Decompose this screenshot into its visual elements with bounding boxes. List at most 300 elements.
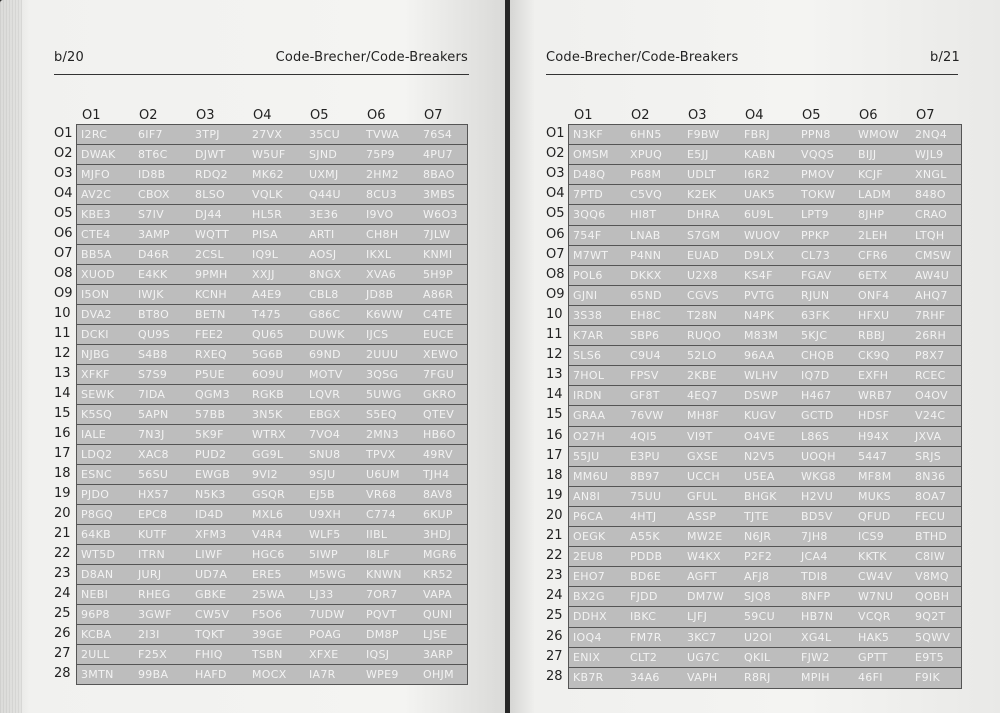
code-cell: 4PU7: [423, 148, 453, 161]
code-cell: 3KC7: [687, 630, 717, 644]
code-cell: CFR6: [858, 248, 888, 262]
code-cell: XFM3: [195, 528, 227, 541]
row-number: 17: [54, 446, 71, 461]
code-cell: TOKW: [801, 188, 836, 202]
header-rule: [546, 74, 958, 75]
code-cell: DCKI: [81, 328, 109, 341]
code-cell: CH8H: [366, 228, 399, 241]
code-cell: 2NQ4: [915, 128, 948, 141]
code-cell: IOQ4: [573, 630, 602, 644]
code-cell: I6R2: [744, 168, 771, 182]
code-cell: HGC6: [252, 548, 285, 561]
row-number: 19: [546, 487, 563, 503]
code-cell: DSWP: [744, 389, 779, 403]
row-number: 27: [54, 646, 71, 661]
code-cell: O27H: [573, 429, 606, 443]
code-cell: IALE: [81, 428, 107, 441]
row-number: 17: [546, 447, 563, 463]
code-cell: AW4U: [915, 268, 950, 282]
code-cell: 75UU: [630, 489, 662, 503]
code-cell: EBGX: [309, 408, 341, 421]
code-cell: 2CSL: [195, 248, 224, 261]
code-cell: 2I3I: [138, 628, 160, 641]
code-cell: LJFJ: [687, 610, 708, 624]
code-cell: UOQH: [801, 449, 836, 463]
page-edge: [0, 0, 22, 713]
code-cell: E3PU: [630, 449, 660, 463]
code-cell: KCNH: [195, 288, 227, 301]
code-cell: ICS9: [858, 530, 885, 543]
code-cell: SJND: [309, 148, 338, 161]
code-cell: 5H9P: [423, 268, 454, 281]
row-number: 25: [54, 606, 71, 621]
code-cell: F5O6: [252, 608, 283, 621]
code-cell: WQTT: [195, 228, 229, 241]
code-cell: KNWN: [366, 568, 402, 581]
row-number: O7: [546, 246, 565, 262]
row-number: O1: [54, 126, 73, 141]
row-number: 28: [54, 666, 71, 681]
code-cell: H467: [801, 389, 832, 403]
code-cell: XXJJ: [252, 268, 275, 281]
code-cell: IIBL: [366, 528, 388, 541]
row-number: 22: [546, 548, 563, 564]
code-cell: TJTE: [744, 509, 769, 523]
code-cell: GBKE: [195, 588, 227, 601]
code-cell: 7PTD: [573, 188, 604, 202]
row-number: O5: [546, 206, 565, 222]
code-cell: MOTV: [309, 368, 343, 381]
code-cell: FPSV: [630, 369, 659, 383]
row-number: O3: [546, 166, 565, 182]
code-cell: EJ5B: [309, 488, 335, 501]
code-cell: KS4F: [744, 268, 773, 282]
code-table: [76, 124, 468, 685]
code-cell: 99BA: [138, 668, 169, 681]
code-cell: VQLK: [252, 188, 283, 201]
code-cell: WJL9: [915, 148, 944, 162]
code-cell: JD8B: [366, 288, 394, 301]
code-cell: D48Q: [573, 168, 606, 182]
code-cell: AOSJ: [309, 248, 337, 261]
code-cell: DJ44: [195, 208, 222, 221]
code-cell: 8AV8: [423, 488, 453, 501]
code-cell: POL6: [573, 268, 603, 282]
code-cell: I2RC: [81, 128, 108, 141]
code-cell: U2OI: [744, 630, 773, 644]
code-cell: RJUN: [801, 288, 830, 302]
code-cell: LPT9: [801, 208, 829, 222]
row-number: O8: [546, 266, 565, 282]
code-cell: 7OR7: [366, 588, 398, 601]
code-cell: EUCE: [423, 328, 454, 341]
code-cell: 2ULL: [81, 648, 110, 661]
row-number: O9: [54, 286, 73, 301]
code-cell: 4HTJ: [630, 509, 657, 523]
code-cell: G86C: [309, 308, 341, 321]
code-cell: HL5R: [252, 208, 283, 221]
code-cell: GKRO: [423, 388, 457, 401]
row-number: 19: [54, 486, 71, 501]
code-cell: FGAV: [801, 268, 832, 282]
code-cell: BHGK: [744, 489, 777, 503]
code-cell: TQKT: [195, 628, 225, 641]
code-cell: N2V5: [744, 449, 775, 463]
code-cell: XFXE: [309, 648, 339, 661]
code-cell: HFXU: [858, 308, 890, 322]
code-cell: 35CU: [309, 128, 340, 141]
code-cell: 25WA: [252, 588, 285, 601]
code-cell: GPTT: [858, 650, 888, 664]
code-cell: TPVX: [366, 448, 396, 461]
code-cell: 6U9L: [744, 208, 774, 222]
code-cell: CW5V: [195, 608, 230, 621]
code-cell: OEGK: [573, 530, 606, 543]
code-cell: F9BW: [687, 128, 720, 141]
code-cell: K5SQ: [81, 408, 113, 421]
code-cell: GFUL: [687, 489, 718, 503]
code-cell: RXEQ: [195, 348, 227, 361]
code-cell: XVA6: [366, 268, 397, 281]
code-cell: LJ33: [309, 588, 334, 601]
code-cell: RDQ2: [195, 168, 228, 181]
code-cell: 5QWV: [915, 630, 951, 644]
code-cell: WRB7: [858, 389, 893, 403]
code-cell: IWJK: [138, 288, 164, 301]
code-cell: XFKF: [81, 368, 110, 381]
code-cell: 7VO4: [309, 428, 341, 441]
code-cell: 76VW: [630, 409, 664, 423]
code-cell: RGKB: [252, 388, 285, 401]
page-title: Code-Brecher/Code-Breakers: [546, 50, 739, 65]
code-cell: RBBJ: [858, 329, 886, 342]
code-cell: MF8M: [858, 469, 892, 483]
column-header: O5: [802, 108, 821, 123]
row-number: O3: [54, 166, 73, 181]
code-cell: QU65: [252, 328, 284, 341]
row-number: 24: [54, 586, 71, 601]
code-cell: 7FGU: [423, 368, 455, 381]
code-cell: 5APN: [138, 408, 169, 421]
code-cell: XPUQ: [630, 148, 663, 162]
code-cell: HB7N: [801, 610, 834, 624]
row-number: 20: [54, 506, 71, 521]
code-cell: CBL8: [309, 288, 339, 301]
code-cell: 8BAO: [423, 168, 455, 181]
code-cell: 3QSG: [366, 368, 399, 381]
code-cell: P68M: [630, 168, 662, 182]
code-cell: GRAA: [573, 409, 606, 423]
code-cell: R8RJ: [744, 670, 771, 684]
code-cell: PPKP: [801, 228, 830, 242]
code-cell: HB6O: [423, 428, 456, 441]
code-cell: TDI8: [801, 570, 828, 584]
code-cell: M7WT: [573, 248, 609, 262]
row-number: 23: [54, 566, 71, 581]
code-cell: WUOV: [744, 228, 781, 242]
code-cell: 59CU: [744, 610, 775, 624]
code-cell: NJBG: [81, 348, 110, 361]
code-cell: POAG: [309, 628, 342, 641]
code-cell: FM7R: [630, 630, 662, 644]
code-cell: LNAB: [630, 228, 661, 242]
column-header: O2: [139, 108, 158, 123]
page-number: b/21: [930, 50, 960, 65]
code-cell: AHQ7: [915, 288, 948, 302]
code-cell: KKTK: [858, 550, 887, 564]
row-number: O4: [546, 186, 565, 202]
code-cell: QU9S: [138, 328, 170, 341]
code-cell: U6UM: [366, 468, 400, 481]
code-cell: 848O: [915, 188, 946, 202]
code-cell: U5EA: [744, 469, 775, 483]
code-cell: PJDO: [81, 488, 110, 501]
code-cell: VQQS: [801, 148, 835, 162]
code-cell: WMOW: [858, 128, 900, 141]
code-cell: E4KK: [138, 268, 168, 281]
code-cell: DHRA: [687, 208, 720, 222]
code-cell: 6HN5: [630, 128, 662, 141]
code-cell: 3HDJ: [423, 528, 452, 541]
code-cell: 64KB: [81, 528, 111, 541]
code-cell: KBE3: [81, 208, 111, 221]
code-cell: KR52: [423, 568, 454, 581]
code-cell: 6IF7: [138, 128, 163, 141]
code-cell: P4NN: [630, 248, 662, 262]
code-cell: 8NGX: [309, 268, 342, 281]
code-cell: VAPA: [423, 588, 453, 601]
code-cell: Q44U: [309, 188, 341, 201]
row-number: O9: [546, 286, 565, 302]
code-cell: WTRX: [252, 428, 286, 441]
code-cell: 9PMH: [195, 268, 228, 281]
code-cell: 39GE: [252, 628, 283, 641]
code-cell: C5VQ: [630, 188, 663, 202]
page-number: b/20: [54, 50, 84, 65]
code-cell: 3MBS: [423, 188, 456, 201]
code-cell: 8JHP: [858, 208, 885, 222]
code-cell: HX57: [138, 488, 170, 501]
code-cell: MJFO: [81, 168, 110, 181]
code-cell: CLT2: [630, 650, 658, 664]
code-cell: 5KJC: [801, 329, 828, 342]
code-cell: QGM3: [195, 388, 230, 401]
code-cell: P8GQ: [81, 508, 114, 521]
code-cell: SBP6: [630, 329, 660, 342]
code-cell: ASSP: [687, 509, 717, 523]
code-cell: 2EU8: [573, 550, 604, 564]
code-cell: UXMJ: [309, 168, 339, 181]
code-cell: OMSM: [573, 148, 609, 162]
code-cell: MPIH: [801, 670, 830, 684]
code-cell: HI8T: [630, 208, 657, 222]
code-cell: VI9T: [687, 429, 713, 443]
code-cell: S7S9: [138, 368, 168, 381]
code-cell: ID8B: [138, 168, 166, 181]
code-cell: TVWA: [366, 128, 400, 141]
code-cell: CGVS: [687, 288, 719, 302]
code-cell: JCA4: [801, 550, 828, 564]
code-cell: 7HOL: [573, 369, 605, 383]
code-cell: D8AN: [81, 568, 114, 581]
code-cell: BETN: [195, 308, 226, 321]
code-table: [568, 124, 962, 689]
code-cell: 75P9: [366, 148, 395, 161]
code-cell: 69ND: [309, 348, 341, 361]
code-cell: 2KBE: [687, 369, 717, 383]
code-cell: C4TE: [423, 308, 453, 321]
code-cell: MXL6: [252, 508, 284, 521]
code-cell: 8T6C: [138, 148, 168, 161]
code-cell: XG4L: [801, 630, 832, 644]
code-cell: GG9L: [252, 448, 284, 461]
row-number: 10: [546, 306, 563, 322]
column-header: O5: [310, 108, 329, 123]
code-cell: KB7R: [573, 670, 604, 684]
code-cell: P6CA: [573, 509, 604, 523]
row-number: 18: [546, 467, 563, 483]
code-cell: N3KF: [573, 128, 603, 141]
row-number: 12: [54, 346, 71, 361]
code-cell: UD7A: [195, 568, 228, 581]
code-cell: DM8P: [366, 628, 399, 641]
code-cell: BTHD: [915, 530, 948, 543]
code-cell: MOCX: [252, 668, 287, 681]
code-cell: 4EQ7: [687, 389, 718, 403]
row-number: 11: [546, 327, 563, 342]
code-cell: FEE2: [195, 328, 224, 341]
row-number: 10: [54, 306, 71, 321]
code-cell: FJDD: [630, 590, 658, 604]
code-cell: CRAO: [915, 208, 948, 222]
code-cell: O4OV: [915, 389, 948, 403]
code-cell: SJQ8: [744, 590, 772, 604]
code-cell: P5UE: [195, 368, 225, 381]
code-cell: 6ETX: [858, 268, 888, 282]
row-number: 16: [546, 427, 563, 443]
column-header: O3: [688, 108, 707, 123]
code-cell: UAK5: [744, 188, 775, 202]
code-cell: GCTD: [801, 409, 834, 423]
row-number: 23: [546, 568, 563, 584]
code-cell: 8N36: [915, 469, 946, 483]
code-cell: ID4D: [195, 508, 224, 521]
row-number: O6: [54, 226, 73, 241]
code-cell: O4VE: [744, 429, 776, 443]
code-cell: 26RH: [915, 329, 947, 342]
code-cell: 3AMP: [138, 228, 170, 241]
code-cell: UDLT: [687, 168, 717, 182]
code-cell: FBRJ: [744, 128, 770, 141]
code-cell: GJNI: [573, 288, 598, 302]
row-number: 11: [54, 326, 71, 341]
code-cell: IRDN: [573, 389, 602, 403]
code-cell: WLHV: [744, 369, 779, 383]
code-cell: ONF4: [858, 288, 890, 302]
code-cell: MH8F: [687, 409, 720, 423]
row-number: 22: [54, 546, 71, 561]
code-cell: AV2C: [81, 188, 112, 201]
code-cell: 65ND: [630, 288, 662, 302]
code-cell: C774: [366, 508, 396, 521]
code-cell: 3TPJ: [195, 128, 220, 141]
code-cell: 7JH8: [801, 530, 828, 543]
code-cell: I9VO: [366, 208, 394, 221]
code-cell: ITRN: [138, 548, 166, 561]
code-cell: S4B8: [138, 348, 168, 361]
code-cell: 5K9F: [195, 428, 224, 441]
code-cell: ARTI: [309, 228, 335, 241]
code-cell: V24C: [915, 409, 946, 423]
code-cell: N4PK: [744, 308, 775, 322]
code-cell: I8LF: [366, 548, 390, 561]
code-cell: BB5A: [81, 248, 112, 261]
code-cell: WPE9: [366, 668, 399, 681]
code-cell: PISA: [252, 228, 278, 241]
code-cell: DM7W: [687, 590, 725, 604]
code-cell: 96AA: [744, 349, 775, 363]
header-rule: [54, 74, 469, 75]
code-cell: K7AR: [573, 329, 604, 342]
row-number: 13: [54, 366, 71, 381]
code-cell: KUTF: [138, 528, 168, 541]
code-cell: D9LX: [744, 248, 775, 262]
code-cell: N6JR: [744, 530, 772, 543]
code-cell: QUNI: [423, 608, 453, 621]
code-cell: TSBN: [252, 648, 283, 661]
code-cell: F25X: [138, 648, 168, 661]
code-cell: P2F2: [744, 550, 773, 564]
column-header: O1: [82, 108, 101, 123]
code-cell: 7RHF: [915, 308, 946, 322]
code-cell: CTE4: [81, 228, 111, 241]
code-cell: 3MTN: [81, 668, 114, 681]
code-cell: 76S4: [423, 128, 453, 141]
code-cell: 57BB: [195, 408, 226, 421]
code-cell: XEWO: [423, 348, 459, 361]
code-cell: 8B97: [630, 469, 660, 483]
row-number: 18: [54, 466, 71, 481]
code-cell: T28N: [687, 308, 718, 322]
code-cell: 5G6B: [252, 348, 284, 361]
code-cell: RCEC: [915, 369, 946, 383]
row-number: O1: [546, 126, 565, 141]
code-cell: RUQO: [687, 329, 722, 342]
code-cell: IQ7D: [801, 369, 830, 383]
code-cell: ENIX: [573, 650, 601, 664]
code-cell: T475: [252, 308, 281, 321]
code-cell: F9IK: [915, 670, 940, 684]
code-cell: 2LEH: [858, 228, 888, 242]
code-cell: WLF5: [309, 528, 341, 541]
row-number: 20: [546, 507, 563, 523]
column-header: O6: [367, 108, 386, 123]
code-cell: LTQH: [915, 228, 945, 242]
code-cell: CBOX: [138, 188, 170, 201]
code-cell: SRJS: [915, 449, 942, 463]
code-cell: 3QQ6: [573, 208, 606, 222]
code-cell: 63FK: [801, 308, 830, 322]
code-cell: SLS6: [573, 349, 602, 363]
code-cell: HDSF: [858, 409, 890, 423]
code-cell: 7N3J: [138, 428, 165, 441]
code-cell: P8X7: [915, 349, 945, 363]
code-cell: 5IWP: [309, 548, 338, 561]
code-cell: H94X: [858, 429, 890, 443]
code-cell: QKIL: [744, 650, 771, 664]
code-cell: IQSJ: [366, 648, 390, 661]
code-cell: KABN: [744, 148, 776, 162]
